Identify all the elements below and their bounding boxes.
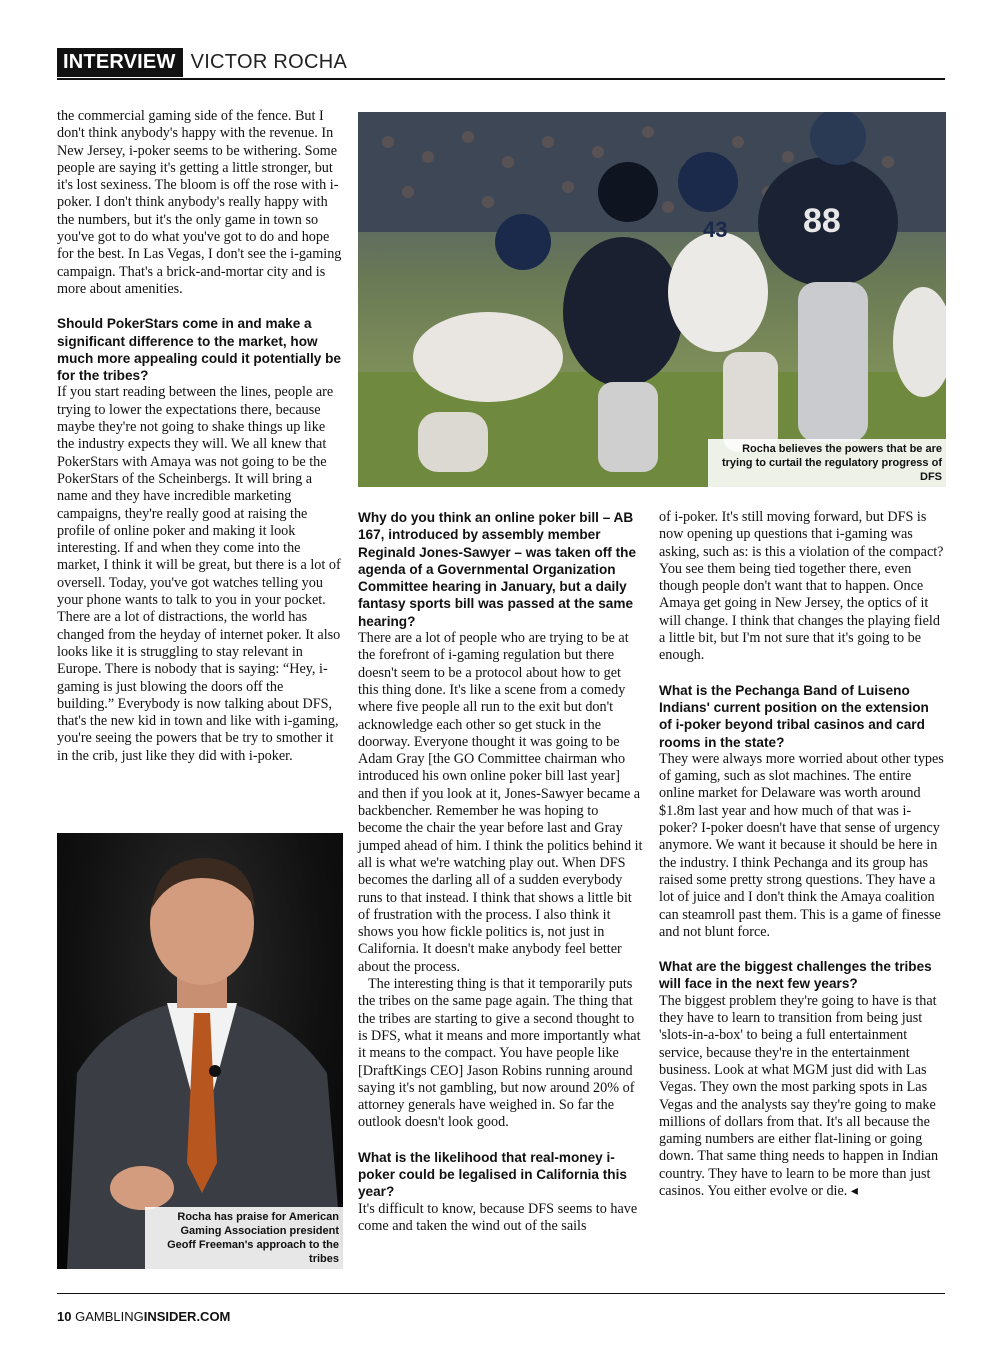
football-photo [358,112,946,487]
site-name-bold: INSIDER.COM [143,1309,231,1324]
site-name-light: GAMBLING [75,1309,144,1324]
interviewee-name: VICTOR ROCHA [190,50,348,73]
paragraph: It's difficult to know, because DFS seems to have come and taken the wind out of the sails [358,1200,638,1234]
svg-text:88: 88 [803,202,841,240]
paragraph: The biggest problem they're going to have is that they have to learn to transition from being just 'slots-in-a-box' to being a full entertainment service, because they're in the entertainment business. Look at what MGM just did with Las Vegas. They own the most parking spots in Las Vegas and the analysts say they're going to make millions of dollars from that. It's all because the gaming numbers are either flat-lining or going down. That same thing needs to happen in Indian country. They have to learn to be more than just casinos. You either evolve or die. ◂ [659,992,939,1199]
page-number: 10 [57,1309,72,1324]
svg-text:43: 43 [703,217,728,242]
question-heading: Why do you think an online poker bill – AB 167, introduced by assembly member Reginald Jones-Sawyer – was taken off the agenda of a Governmental Organization Committee hearing in January, but a daily fantasy sports bill was passed at the same hearing? [358,510,637,629]
footer-rule [57,1293,945,1294]
paragraph: They were always more worried about other types of gaming, such as slot machines. The entire online market for Delaware was worth around $1.8m last year and how much of that was i-poker? I-poker doesn't have that sense of urgency anymore. We want it because it should be here in the industry. I think Pechanga and its group has raised some pretty strong questions. They have a lot of juice and I don't think the Amaya coalition can steamroll past them. This is a game of finesse and not blunt force. [659,750,944,940]
question-heading: What is the likelihood that real-money i-poker could be legalised in California this year? [358,1149,627,1200]
question-heading: Should PokerStars come in and make a significant difference to the market, how much more appealing could it potentially be for the tribes? [57,316,341,384]
paragraph: If you start reading between the lines, people are trying to lower the expectations there, because maybe they're not going to shake things up like the industry expects they will. We all knew that PokerStars with Amaya was not going to be the PokerStars of the Scheinbergs. It will bring a name and they have incredible marketing campaigns, they're really good at raising the profile of online poker and making it look interesting. If and when they come into the market, I think it will be great, but there is a lot of oversell. Today, you've got watches telling you your phone wants to talk to you in your pocket. There are a lot of distractions, the world has changed from the heyday of internet poker. It also looks like it is struggling to stay relevant in Europe. There is nobody that is saying: “Hey, i-gaming is just blowing the doors off the building.” Everybody is now talking about DFS, that's the new kid in town and like with i-gaming, you're seeing the powers that be try to smother it in the crib, just like they did with i-poker. [57,384,341,764]
page-header [57,47,347,77]
photo-caption: Rocha has praise for American Gaming Association president Geoff Freeman's approach to the tribes [145,1207,343,1269]
question-heading: What are the biggest challenges the tribes will face in the next few years? [659,959,932,992]
paragraph: The interesting thing is that it temporarily puts the tribes on the same page again. The thing that the tribes are starting to give a second thought to is DFS, what it means and more importantly what it means to the compact. You have people like [DraftKings CEO] Jason Robins running around saying it's not gambling, but now around 20% of attorney generals have weighed in. So far the outlook doesn't look good. [358,976,641,1131]
page-footer [57,1309,230,1324]
column-3 [659,509,944,1200]
portrait-illustration [57,833,343,1269]
paragraph: There are a lot of people who are trying to be at the forefront of i-gaming regulation but there doesn't seem to be a protocol about how to get this thing done. It's like a scene from a comedy where five people all run to the exit but don't acknowledge each other so get stuck in the doorway. Everyone thought it was going to be Adam Gray [the GO Committee chairman who introduced his own online poker bill last year] and then if you look at it, Jones-Sawyer became a backbencher. Remember he was hoping to become the chair the year before last and Gray jumped ahead of him. I think the politics behind it all is what we're watching play out. When DFS becomes the darling all of a sudden everybody runs to that instead. I think that shows a little bit of frustration with the process. I also think it shows you how fickle politics is, not just in California. It doesn't make anybody feel better about the process. [358,630,643,975]
column-1 [57,108,342,765]
header-rule [57,78,945,80]
football-illustration [358,112,946,487]
column-2 [358,509,643,1235]
portrait-photo [57,833,343,1269]
section-tag: INTERVIEW [57,48,183,77]
paragraph: of i-poker. It's still moving forward, but DFS is now opening up questions that i-gaming was asking, such as: is this a violation of the compact? You see them being tied together there, even though people don't want that to happen. Once Amaya get going in New Jersey, the optics of it will change. I think that changes the playing field a little bit, but I'm not sure that it's going to be enough. [659,509,944,664]
photo-caption: Rocha believes the powers that be are trying to curtail the regulatory progress of DFS [708,439,946,487]
paragraph: the commercial gaming side of the fence. But I don't think anybody's happy with the revenue. In New Jersey, i-poker seems to be withering. Some people are saying it's getting a little stronger, but it's lost sexiness. The bloom is off the rose with i-poker. I don't think anybody's really happy with the numbers, but it's the only game in town so you've got to do what you've got to do and hope for the best. In Las Vegas, I don't see the i-gaming campaign. That's a brick-and-mortar city and is more about amenities. [57,108,342,297]
question-heading: What is the Pechanga Band of Luiseno Indians' current position on the extension of i-poker beyond tribal casinos and card rooms in the state? [659,682,929,750]
